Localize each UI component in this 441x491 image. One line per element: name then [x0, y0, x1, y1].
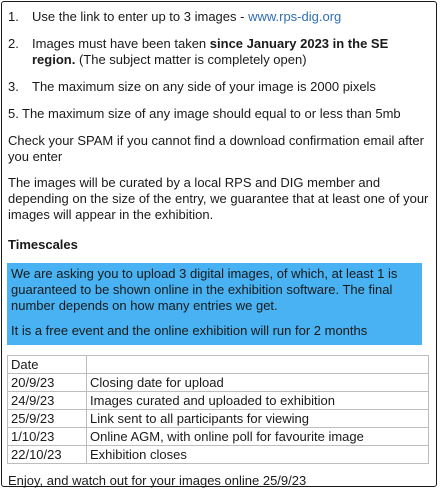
rule-number: 5.: [8, 106, 19, 121]
date-cell: 22/10/23: [8, 446, 87, 464]
table-row: [8, 374, 429, 392]
header-cell-event: [87, 356, 429, 374]
event-cell: Link sent to all participants for viewing: [87, 410, 429, 428]
table-row: [8, 446, 429, 464]
info-callout: [7, 263, 422, 345]
rule-text: The maximum size on any side of your image is 2000 pixels: [32, 79, 376, 94]
footer-note: Enjoy, and watch out for your images online 25/9/23: [8, 473, 307, 488]
date-cell: 1/10/23: [8, 428, 87, 446]
event-cell: Closing date for upload: [87, 374, 429, 392]
timescales-heading: Timescales: [8, 237, 78, 252]
event-cell: Images curated and uploaded to exhibition: [87, 392, 429, 410]
event-cell: Exhibition closes: [87, 446, 429, 464]
curation-note: The images will be curated by a local RPS and DIG member and depending on the size of the entry, we guarantee that at least one of your images will appear in the exhibition.: [8, 175, 429, 222]
rule-3: [8, 79, 434, 95]
rule-1: [8, 9, 434, 25]
document-body: [8, 9, 434, 489]
callout-paragraph-2: It is a free event and the online exhibition will run for 2 months: [11, 323, 368, 338]
rule-text-emphasis: since January 2023 in the SE region.: [32, 36, 389, 67]
rule-text-lead: Use the link to enter up to 3 images -: [32, 9, 249, 24]
rule-text-tail: (The subject matter is completely open): [75, 52, 307, 67]
date-cell: 20/9/23: [8, 374, 87, 392]
rule-number: 2.: [8, 36, 19, 51]
rule-number: 3.: [8, 79, 19, 94]
timeline-table: [7, 355, 429, 464]
header-cell-date: Date: [8, 356, 87, 374]
callout-paragraph-1: We are asking you to upload 3 digital images, of which, at least 1 is guaranteed to be shown online in the exhibition software. The final number depends on how many entries we get.: [11, 266, 398, 313]
rule-text-lead: Images must have been taken: [32, 36, 210, 51]
rule-2: [8, 36, 434, 68]
rule-text: The maximum size of any image should equal to or less than 5mb: [22, 106, 401, 121]
table-header-row: [8, 356, 429, 374]
rule-text: [32, 36, 434, 68]
table-row: [8, 428, 429, 446]
event-cell: Online AGM, with online poll for favourite image: [87, 428, 429, 446]
rule-text: [32, 9, 434, 25]
date-cell: 25/9/23: [8, 410, 87, 428]
table-row: [8, 410, 429, 428]
rule-number: 1.: [8, 9, 19, 24]
date-cell: 24/9/23: [8, 392, 87, 410]
spam-note: Check your SPAM if you cannot find a download confirmation email after you enter: [8, 133, 424, 164]
rule-5: [8, 106, 434, 122]
rps-dig-link[interactable]: www.rps-dig.org: [248, 9, 342, 24]
table-row: [8, 392, 429, 410]
